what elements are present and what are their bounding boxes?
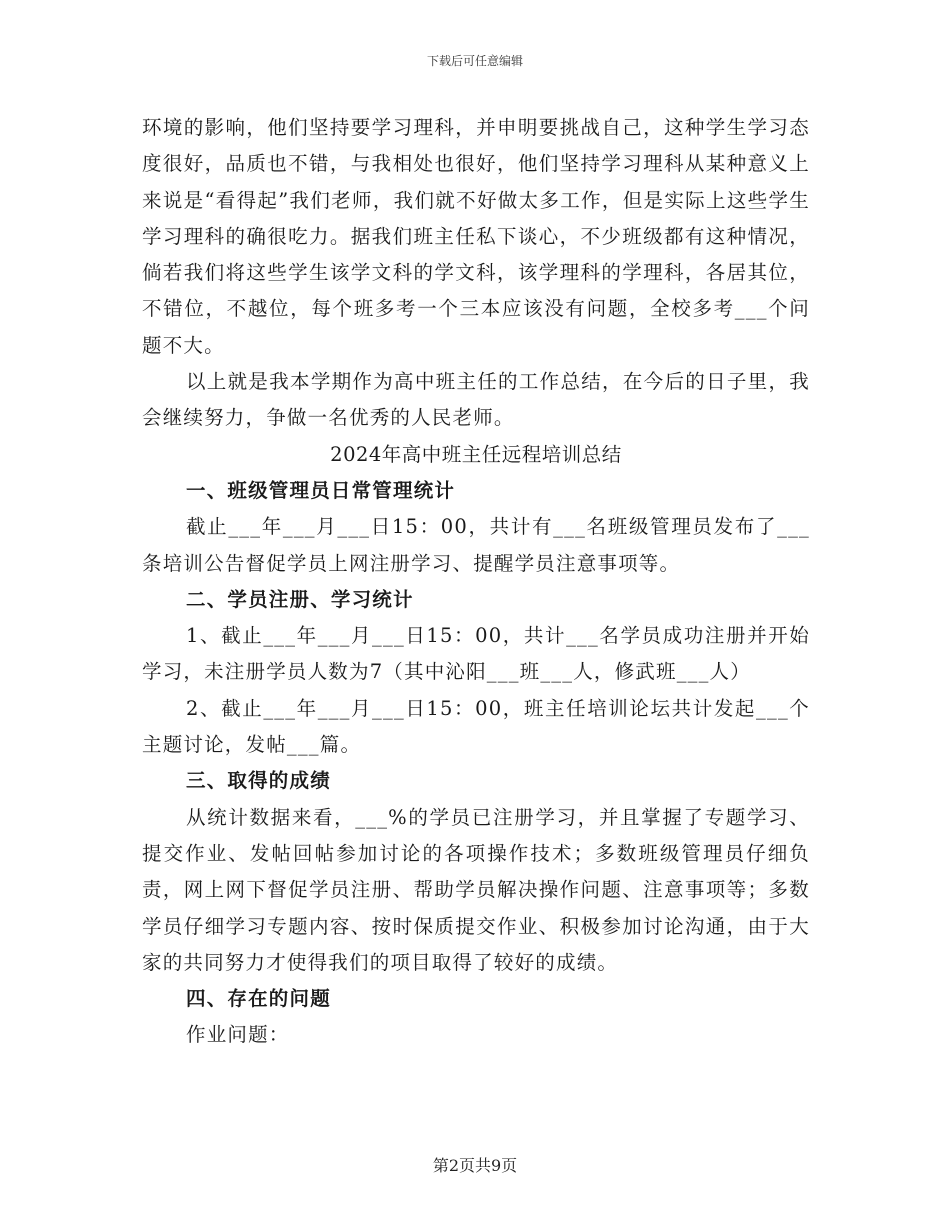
page-header: 下载后可任意编辑	[426, 54, 523, 68]
paragraph-homework-issues: 作业问题：	[186, 1023, 290, 1047]
document-title: 2024年高中班主任远程培训总结	[330, 442, 622, 466]
paragraph-registration-stats: 1、截止___年___月___日15：00，共计___名学员成功注册并开始学习，未注册学员人数为7（其中沁阳___班___人，修武班___人）	[142, 624, 810, 684]
section-heading-3: 三、取得的成绩	[186, 769, 331, 793]
section-heading-2: 二、学员注册、学习统计	[186, 587, 414, 611]
paragraph-manager-stats: 截止___年___月___日15：00，共计有___名班级管理员发布了___条培训公告督促学员上网注册学习、提醒学员注意事项等。	[142, 515, 810, 575]
paragraph-forum-stats: 2、截止___年___月___日15：00，班主任培训论坛共计发起___个主题讨论，发帖___篇。	[142, 696, 810, 757]
paragraph-continuation: 环境的影响，他们坚持要学习理科，并申明要挑战自己，这种学生学习态度很好，品质也不错，与我相处也很好，他们坚持学习理科从某种意义上来说是“看得起”我们老师，我们就不好做太多工作，但是实际上这些学生学习理科的确很吃力。据我们班主任私下谈心，不少班级都有这种情况，倘若我们将这些学生该学文科的学文科，该学理科的学理科，各居其位，不错位，不越位，每个班多考一个三本应该没有问题，全校多考___个问题不大。	[142, 116, 810, 357]
document-body	[142, 110, 810, 1054]
section-heading-1: 一、班级管理员日常管理统计	[186, 478, 456, 502]
paragraph-achievements: 从统计数据来看，___%的学员已注册学习，并且掌握了专题学习、提交作业、发帖回帖参加讨论的各项操作技术；多数班级管理员仔细负责，网上网下督促学员注册、帮助学员解决操作问题、注意事项等；多数学员仔细学习专题内容、按时保质提交作业、积极参加讨论沟通，由于大家的共同努力才使得我们的项目取得了较好的成绩。	[142, 805, 810, 974]
page-footer: 第2页共9页	[432, 1156, 518, 1175]
paragraph-closing: 以上就是我本学期作为高中班主任的工作总结，在今后的日子里，我会继续努力，争做一名优秀的人民老师。	[142, 370, 810, 430]
section-heading-4: 四、存在的问题	[186, 987, 331, 1011]
